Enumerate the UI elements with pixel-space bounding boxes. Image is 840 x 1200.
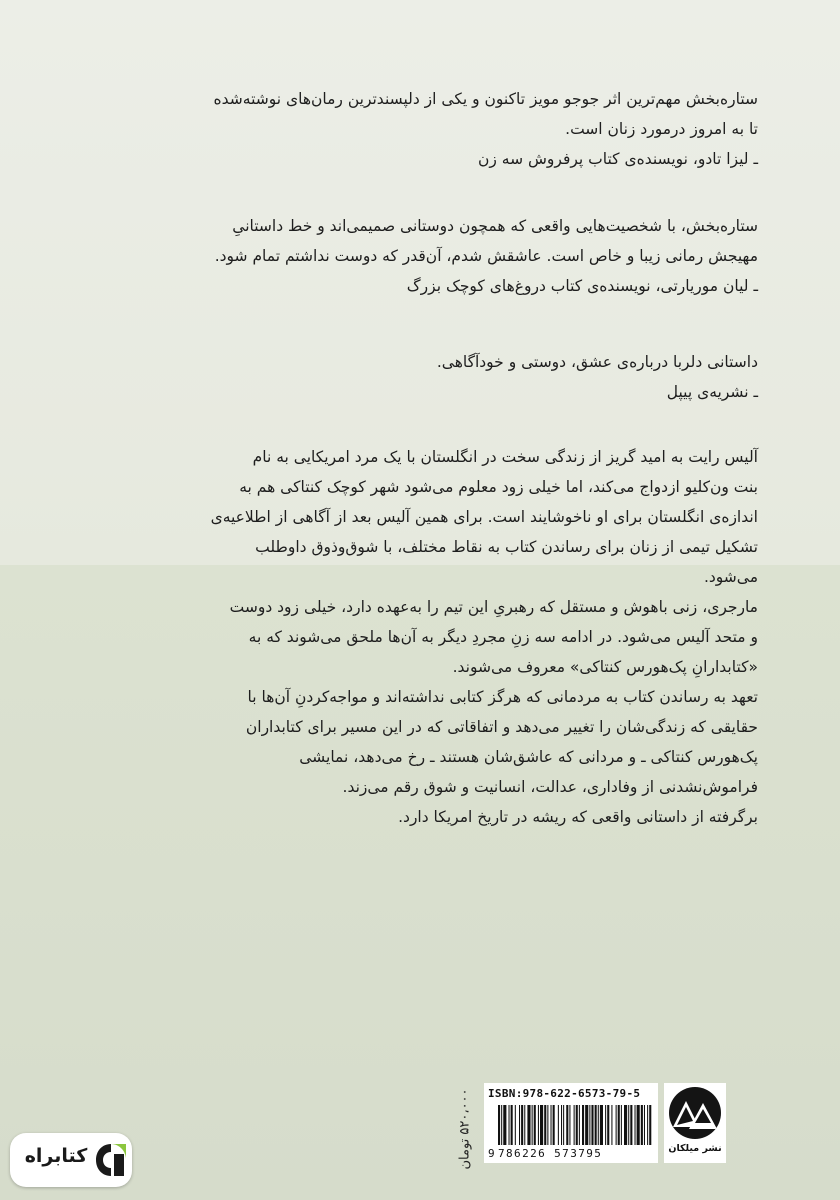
synopsis-line: تشکیل تیمی از زنان برای رساندن کتاب به نقاط مختلف، با شوق‌وذوق داوطلب xyxy=(255,538,758,556)
barcode-bar xyxy=(595,1105,597,1145)
quote-2-line: ستاره‌بخش، با شخصیت‌هایی واقعی که همچون دوستانی صمیمی‌اند و خط داستانیِ xyxy=(232,217,758,235)
mountains-logo-icon xyxy=(669,1087,721,1139)
isbn-number: ISBN:978-622-6573-79-5 xyxy=(488,1087,641,1100)
barcode-bar xyxy=(630,1105,632,1145)
synopsis-line: برگرفته از داستانی واقعی که ریشه در تاریخ امریکا دارد. xyxy=(398,808,758,826)
barcode-bars xyxy=(498,1105,652,1145)
barcode-bar xyxy=(511,1105,513,1145)
barcode-bar xyxy=(527,1105,530,1145)
barcode-bar xyxy=(521,1105,523,1145)
barcode-bar xyxy=(540,1105,543,1145)
quote-3-line: داستانی دلربا درباره‌ی عشق، دوستی و خودآگاهی. xyxy=(436,353,758,371)
quote-3-attribution: ـ نشریه‌ی پیپل xyxy=(666,383,758,401)
synopsis-line: می‌شود. xyxy=(703,568,758,586)
barcode-bar xyxy=(621,1105,622,1145)
barcode-bar xyxy=(498,1105,500,1145)
barcode-bar xyxy=(563,1105,564,1145)
ketabrah-badge[interactable] xyxy=(10,1133,132,1187)
barcode-bar xyxy=(635,1105,636,1145)
synopsis-line: اندازه‌ی انگلستان برای او ناخوشایند است. برای همین آلیس بعد از آگاهی از اطلاعیه‌ی xyxy=(210,508,758,526)
barcode-bar xyxy=(624,1105,627,1145)
barcode-bar xyxy=(532,1105,533,1145)
quote-1-attribution: ـ لیزا تادو، نویسنده‌ی کتاب پرفروش سه زن xyxy=(477,150,758,168)
barcode-bar xyxy=(641,1105,643,1145)
synopsis-line: حقایقی که زندگی‌شان را تغییر می‌دهد و اتفاقاتی که در این مسیر برای کتابداران xyxy=(245,718,758,736)
barcode-bar xyxy=(538,1105,539,1145)
barcode-bar xyxy=(628,1105,629,1145)
barcode-bar xyxy=(618,1105,620,1145)
barcode-bar xyxy=(519,1105,520,1145)
ketabrah-label: کتابراه xyxy=(24,1145,88,1167)
barcode-lead-digit: 9 xyxy=(488,1147,495,1160)
quote-3 xyxy=(70,347,758,407)
barcode-bar xyxy=(501,1105,502,1145)
quote-1-line: تا به امروز درمورد زنان است. xyxy=(565,120,758,138)
barcode-bar xyxy=(569,1105,570,1145)
barcode-bar xyxy=(637,1105,640,1145)
barcode-bar xyxy=(544,1105,546,1145)
barcode-bar xyxy=(566,1105,568,1145)
barcode-bar xyxy=(585,1105,588,1145)
synopsis-line: فراموش‌نشدنی از وفاداری، عدالت، انسانیت و شوق رقم می‌زند. xyxy=(342,778,758,796)
synopsis xyxy=(70,442,758,832)
synopsis-line: تعهد به رساندن کتاب به مردمانی که هرگز کتابی نداشته‌اند و مواجه‌کردنِ آن‌ها با xyxy=(247,688,758,706)
quote-1 xyxy=(70,84,758,174)
barcode-digits: 786226 573795 xyxy=(498,1147,603,1160)
synopsis-line: پک‌هورس کنتاکی ـ و مردانی که عاشق‌شان هستند ـ رخ می‌دهد، نمایشی xyxy=(299,748,758,766)
barcode-bar xyxy=(589,1105,590,1145)
synopsis-line: آلیس رایت به امید گریز از زندگی سخت در انگلستان با یک مرد امریکایی به نام xyxy=(252,448,758,466)
barcode-bar xyxy=(576,1105,578,1145)
barcode-bar xyxy=(534,1105,536,1145)
barcode-bar xyxy=(644,1105,645,1145)
barcode-bar xyxy=(582,1105,584,1145)
synopsis-line: «کتابدارانِ پک‌هورس کنتاکی» معروف می‌شوند. xyxy=(452,658,758,676)
price-label xyxy=(452,1081,478,1177)
barcode-bar xyxy=(551,1105,552,1145)
quote-2 xyxy=(70,211,758,301)
barcode-bar xyxy=(503,1105,506,1145)
barcode-bar xyxy=(611,1105,612,1145)
isbn-barcode xyxy=(484,1083,658,1163)
barcode-bar xyxy=(561,1105,562,1145)
barcode-bar xyxy=(616,1105,617,1145)
barcode-bar xyxy=(553,1105,555,1145)
price-text: ۵۲۰،۰۰۰ تومان xyxy=(457,1088,473,1170)
publisher-logo xyxy=(664,1083,726,1163)
barcode-bar xyxy=(547,1105,548,1145)
quote-1-line: ستاره‌بخش مهم‌ترین اثر جوجو مویز تاکنون و یکی از دلپسندترین رمان‌های نوشته‌شده xyxy=(213,90,758,108)
ketabrah-logo-icon xyxy=(92,1140,130,1180)
barcode-bar xyxy=(600,1105,603,1145)
barcode-bar xyxy=(591,1105,593,1145)
publisher-name: نشر میلکان xyxy=(668,1143,722,1154)
barcode-bar xyxy=(574,1105,575,1145)
barcode-bar xyxy=(605,1105,606,1145)
synopsis-line: و متحد آلیس می‌شود. در ادامه سه زنِ مجردِ دیگر به آن‌ها ملحق می‌شوند که به xyxy=(248,628,758,646)
barcode-bar xyxy=(509,1105,510,1145)
barcode-bar xyxy=(649,1105,651,1145)
barcode-bar xyxy=(598,1105,599,1145)
barcode-bar xyxy=(524,1105,525,1145)
barcode-bar xyxy=(579,1105,580,1145)
synopsis-line: مارجری، زنی باهوش و مستقل که رهبریِ این تیم را به‌عهده دارد، خیلی زود دوست xyxy=(229,598,758,616)
quote-2-attribution: ـ لیان موریارتی، نویسنده‌ی کتاب دروغ‌های کوچک بزرگ xyxy=(406,277,758,295)
barcode-bar xyxy=(607,1105,609,1145)
barcode-bar xyxy=(647,1105,648,1145)
quote-2-line: مهیجش رمانی زیبا و خاص است. عاشقش شدم، آن‌قدر که دوست نداشتم تمام شود. xyxy=(214,247,758,265)
synopsis-line: بنت ون‌کلیو ازدواج می‌کند، اما خیلی زود معلوم می‌شود شهر کوچک کنتاکی هم به xyxy=(239,478,758,496)
barcode-bar xyxy=(558,1105,559,1145)
barcode-bar xyxy=(515,1105,516,1145)
